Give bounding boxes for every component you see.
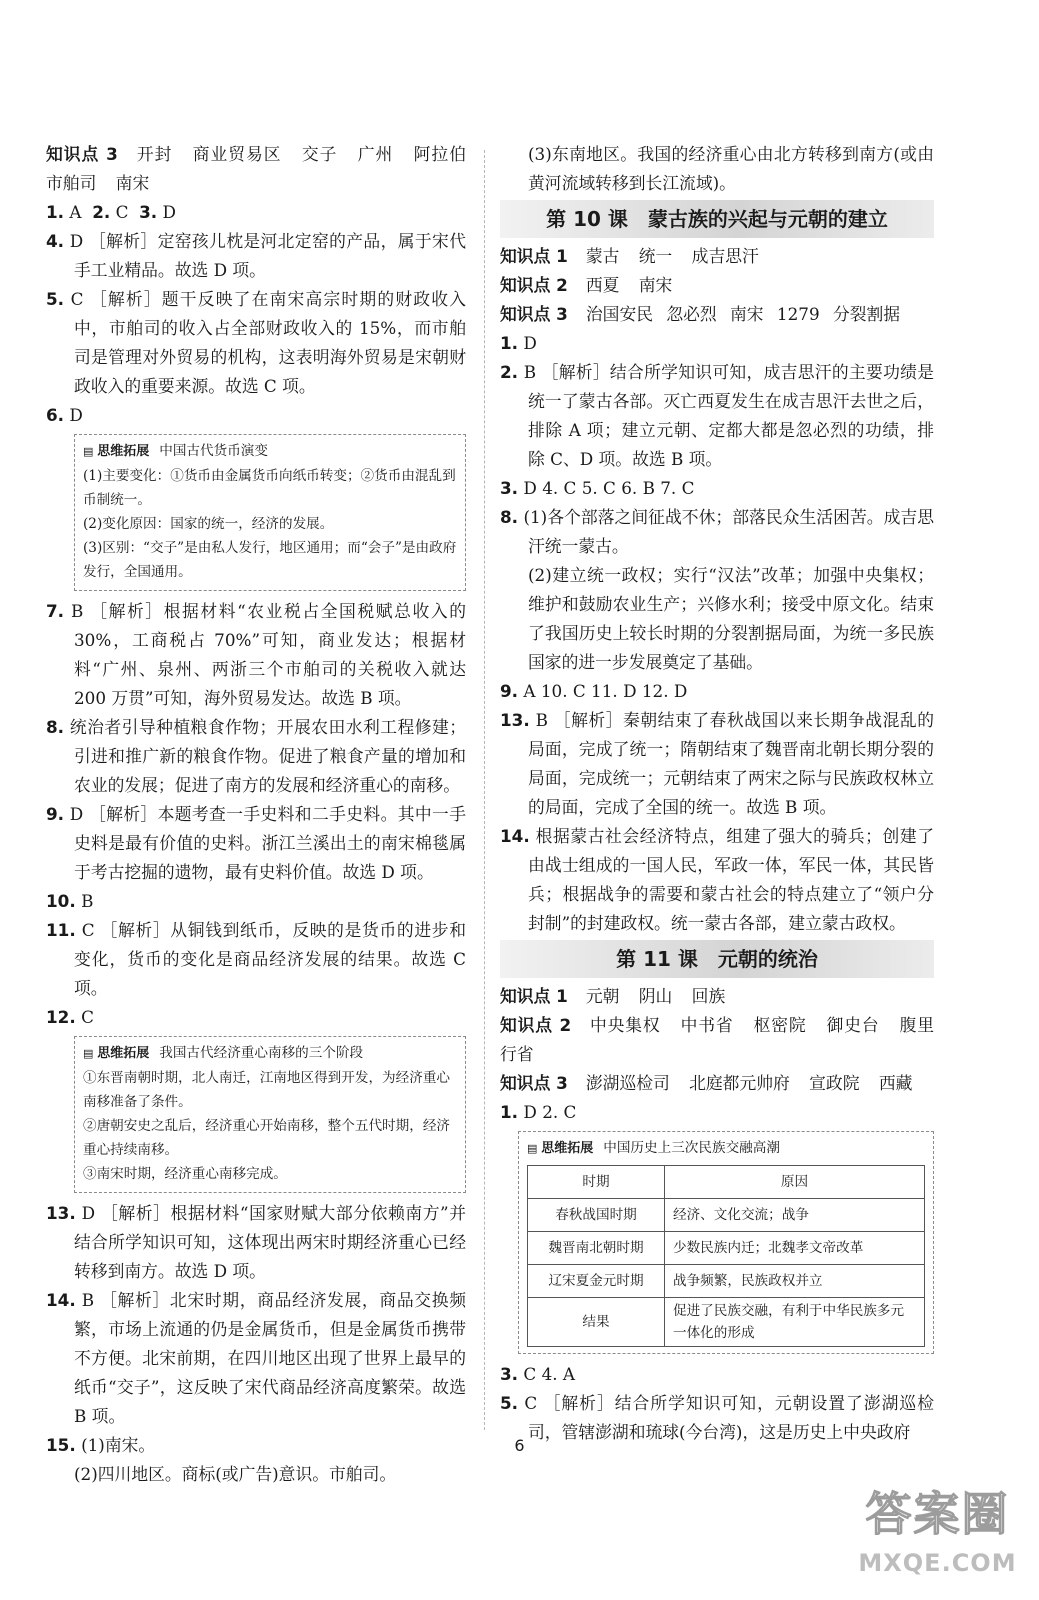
answer-text: (1)各个部落之间征战不休；部落民众生活困苦。成吉思汗统一蒙古。 xyxy=(523,507,934,556)
lesson-10-header xyxy=(500,200,934,238)
knowledge-point-1 xyxy=(500,982,934,1011)
kp-label: 知识点 3 xyxy=(500,1073,568,1093)
thinking-extension-box xyxy=(74,1036,466,1193)
lesson-number: 第 11 课 xyxy=(616,947,698,971)
answer-text: C ［解析］题干反映了在南宋高宗时期的财政收入中，市舶司的收入占全部财政收入的 15%，而市舶司是管理对外贸易的机构，这表明海外贸易是宋朝财政收入的重要来源。故选 C 项。 xyxy=(70,289,466,396)
q-number: 9. xyxy=(500,681,519,701)
answer-14 xyxy=(46,1286,466,1431)
answer-8-part-2: (2)建立统一政权；实行“汉法”改革；加强中央集权；维护和鼓励农业生产；兴修水利；接受中原文化。结束了我国历史上较长时期的分裂割据局面，为统一多民族国家的进一步发展奠定了基础。 xyxy=(528,565,934,672)
kp-terms: 蒙古 统一 成吉思汗 xyxy=(585,246,759,266)
q-number: 13. xyxy=(46,1203,76,1223)
box-label: ▤ 思维拓展 xyxy=(83,444,149,459)
table-row xyxy=(528,1232,925,1265)
q-number: 15. xyxy=(46,1435,76,1455)
knowledge-point-3 xyxy=(500,300,934,329)
box-line: ①东晋南朝时期，北人南迁，江南地区得到开发，为经济重心南移准备了条件。 xyxy=(83,1070,451,1110)
answer-15-part-2: (2)四川地区。商标(或广告)意识。市舶司。 xyxy=(74,1464,397,1484)
table-cell: 辽宋夏金元时期 xyxy=(528,1265,665,1298)
answers-3-7 xyxy=(500,474,934,503)
box-line: (2)变化原因：国家的统一，经济的发展。 xyxy=(83,516,334,532)
q-number: 8. xyxy=(500,507,519,527)
column-divider xyxy=(484,150,485,1430)
table-cell: 促进了民族交融，有利于中华民族多元一体化的形成 xyxy=(665,1298,925,1347)
q-number: 11. xyxy=(46,920,76,940)
answer-6 xyxy=(46,401,466,430)
watermark-logo xyxy=(845,1482,1030,1592)
answer-text: (1)南宋。 xyxy=(81,1435,156,1455)
answers-9-12 xyxy=(500,677,934,706)
answer-text: B xyxy=(81,891,94,911)
kp-terms: 开封 商业贸易区 交子 广州 阿拉伯 市舶司 南宋 xyxy=(46,144,466,193)
lesson-11-header xyxy=(500,940,934,978)
knowledge-point-2 xyxy=(500,271,934,300)
answer: A xyxy=(69,202,82,222)
column-header: 时期 xyxy=(528,1166,665,1199)
table-cell: 战争频繁，民族政权并立 xyxy=(665,1265,925,1298)
answer-8 xyxy=(46,713,466,800)
q-number: 3. xyxy=(500,1364,519,1384)
kp-terms: 西夏 南宋 xyxy=(585,275,673,295)
table-cell: 少数民族内迁；北魏孝文帝改革 xyxy=(665,1232,925,1265)
q-number: 4. xyxy=(46,231,65,251)
box-heading: 中国古代货币演变 xyxy=(159,443,268,459)
answer-text: B ［解析］北宋时期，商品经济发展，商品交换频繁，市场上流通的仍是金属货币，但是金属货币携带不方便。北宋前期，在四川地区出现了世界上最早的纸币“交子”，这反映了宋代商品经济高度繁荣。故选 B 项。 xyxy=(74,1290,466,1426)
table-row xyxy=(528,1265,925,1298)
answer-text: B ［解析］结合所学知识可知，成吉思汗的主要功绩是统一了蒙古各部。灭亡西夏发生在成吉思汗去世之后，排除 A 项；建立元朝、定都大都是忽必烈的功绩，排除 C、D 项。故选 B 项。 xyxy=(523,362,934,469)
box-heading: 中国历史上三次民族交融高潮 xyxy=(603,1140,780,1156)
answer-12 xyxy=(46,1003,466,1032)
watermark-text: 答案圈 xyxy=(865,1487,1010,1541)
kp-label: 知识点 2 xyxy=(500,275,568,295)
q-number: 7. xyxy=(46,601,65,621)
answer-10 xyxy=(46,887,466,916)
answer-text: D 2. C xyxy=(523,1102,577,1122)
answer-text: D xyxy=(69,405,83,425)
q-number: 9. xyxy=(46,804,65,824)
answer-text: A 10. C 11. D 12. D xyxy=(523,681,688,701)
lesson-title: 元朝的统治 xyxy=(717,947,818,971)
knowledge-point-3 xyxy=(46,140,466,198)
answer-text: D xyxy=(523,333,537,353)
thinking-extension-box xyxy=(518,1131,934,1354)
kp-label: 知识点 1 xyxy=(500,246,568,266)
knowledge-point-1 xyxy=(500,242,934,271)
knowledge-point-3 xyxy=(500,1069,934,1098)
box-label: ▤ 思维拓展 xyxy=(83,1046,149,1061)
q-number: 14. xyxy=(500,826,530,846)
fusion-table xyxy=(527,1165,925,1347)
answer-15-part-3: (3)东南地区。我国的经济重心由北方转移到南方(或由黄河流域转移到长江流域)。 xyxy=(528,144,934,193)
kp-label: 知识点 1 xyxy=(500,986,568,1006)
kp-terms: 元朝 阴山 回族 xyxy=(585,986,726,1006)
kp-label: 知识点 3 xyxy=(500,304,568,324)
answer-text: C xyxy=(81,1007,94,1027)
kp-terms: 澎湖巡检司 北庭都元帅府 宣政院 西藏 xyxy=(585,1073,913,1093)
answer-text: D 4. C 5. C 6. B 7. C xyxy=(523,478,695,498)
lesson-number: 第 10 课 xyxy=(546,207,628,231)
answers-1-3 xyxy=(46,198,466,227)
answer-text: D ［解析］根据材料“国家财赋大部分依赖南方”并结合所学知识可知，这体现出两宋时期经济重心已经转移到南方。故选 D 项。 xyxy=(74,1203,466,1281)
box-line: (3)区别：“交子”是由私人发行，地区通用；而“会子”是由政府发行，全国通用。 xyxy=(83,540,457,580)
box-line: ②唐朝安史之乱后，经济重心开始南移，整个五代时期，经济重心持续南移。 xyxy=(83,1118,451,1158)
answer-13 xyxy=(500,706,934,822)
answer-text: D ［解析］定窑孩儿枕是河北定窑的产品，属于宋代手工业精品。故选 D 项。 xyxy=(69,231,466,280)
box-title xyxy=(83,439,457,464)
q-number: 1. xyxy=(500,1102,519,1122)
answer-13 xyxy=(46,1199,466,1286)
q-number: 12. xyxy=(46,1007,76,1027)
answer-8 xyxy=(500,503,934,561)
q-number: 3. xyxy=(139,202,158,222)
q-number: 14. xyxy=(46,1290,76,1310)
kp-terms: 治国安民 忽必烈 南宋 1279 分裂割据 xyxy=(585,304,901,324)
box-line: (1)主要变化：①货币由金属货币向纸币转变；②货币由混乱到币制统一。 xyxy=(83,468,456,508)
answer-text: D ［解析］本题考查一手史料和二手史料。其中一手史料是最有价值的史料。浙江兰溪出土的南宋棉毯属于考古挖掘的遗物，最有史料价值。故选 D 项。 xyxy=(69,804,466,882)
column-header: 原因 xyxy=(665,1166,925,1199)
q-number: 2. xyxy=(500,362,519,382)
answers-1-2 xyxy=(500,1098,934,1127)
q-number: 5. xyxy=(46,289,65,309)
right-column xyxy=(500,140,934,1447)
thinking-extension-box xyxy=(74,434,466,591)
answer-text: C ［解析］结合所学知识可知，元朝设置了澎湖巡检司，管辖澎湖和琉球(今台湾)，这是历史上中央政府 xyxy=(524,1393,934,1442)
page-number: 6 xyxy=(514,1436,525,1455)
q-number: 2. xyxy=(92,202,111,222)
box-title xyxy=(83,1041,457,1066)
q-number: 5. xyxy=(500,1393,519,1413)
table-row xyxy=(528,1199,925,1232)
kp-label: 知识点 3 xyxy=(46,144,118,164)
left-column xyxy=(46,140,466,1489)
answer-text: 根据蒙古社会经济特点，组建了强大的骑兵；创建了由战士组成的一国人民，军政一体，军民一体，其民皆兵；根据战争的需要和蒙古社会的特点建立了“领户分封制”的封建政权。统一蒙古各部，建立蒙古政权。 xyxy=(528,826,934,933)
answer-text: B ［解析］根据材料“农业税占全国税赋总收入的 30%，工商税占 70%”可知，商业发达；根据材料“广州、泉州、两浙三个市舶司的关税收入就达 200 万贯”可知，海外贸易发达。故选 B 项。 xyxy=(70,601,466,708)
box-label: ▤ 思维拓展 xyxy=(527,1141,593,1156)
table-header-row xyxy=(528,1166,925,1199)
answer-text: B ［解析］秦朝结束了春秋战国以来长期争战混乱的局面，完成了统一；隋朝结束了魏晋南北朝长期分裂的局面，完成统一；元朝结束了两宋之际与民族政权林立的局面，完成了全国的统一。故选 B 项。 xyxy=(528,710,934,817)
table-cell: 魏晋南北朝时期 xyxy=(528,1232,665,1265)
q-number: 1. xyxy=(500,333,519,353)
answer-14 xyxy=(500,822,934,938)
answer-7 xyxy=(46,597,466,713)
q-number: 13. xyxy=(500,710,530,730)
answer-5 xyxy=(46,285,466,401)
answer-9 xyxy=(46,800,466,887)
q-number: 1. xyxy=(46,202,65,222)
kp-terms: 中央集权 中书省 枢密院 御史台 腹里 行省 xyxy=(500,1015,934,1064)
answer: D xyxy=(162,202,176,222)
watermark-url: MXQE.COM xyxy=(858,1549,1017,1577)
answer-text: C ［解析］从铜钱到纸币，反映的是货币的进步和变化，货币的变化是商品经济发展的结果。故选 C 项。 xyxy=(74,920,466,998)
answer-2 xyxy=(500,358,934,474)
answer: C xyxy=(115,202,129,222)
kp-label: 知识点 2 xyxy=(500,1015,572,1035)
box-line: ③南宋时期，经济重心南移完成。 xyxy=(83,1166,287,1182)
q-number: 8. xyxy=(46,717,65,737)
q-number: 6. xyxy=(46,405,65,425)
answer-11 xyxy=(46,916,466,1003)
box-heading: 我国古代经济重心南移的三个阶段 xyxy=(159,1045,364,1061)
table-row xyxy=(528,1298,925,1347)
lesson-title: 蒙古族的兴起与元朝的建立 xyxy=(647,207,888,231)
knowledge-point-2 xyxy=(500,1011,934,1069)
answer-4 xyxy=(46,227,466,285)
q-number: 3. xyxy=(500,478,519,498)
table-cell: 结果 xyxy=(528,1298,665,1347)
answer-text: 统治者引导种植粮食作物；开展农田水利工程修建；引进和推广新的粮食作物。促进了粮食产量的增加和农业的发展；促进了南方的发展和经济重心的南移。 xyxy=(69,717,466,795)
table-cell: 经济、文化交流；战争 xyxy=(665,1199,925,1232)
table-cell: 春秋战国时期 xyxy=(528,1199,665,1232)
answers-3-4 xyxy=(500,1360,934,1389)
q-number: 10. xyxy=(46,891,76,911)
answer-text: C 4. A xyxy=(523,1364,576,1384)
answer-1 xyxy=(500,329,934,358)
box-title xyxy=(527,1136,925,1161)
